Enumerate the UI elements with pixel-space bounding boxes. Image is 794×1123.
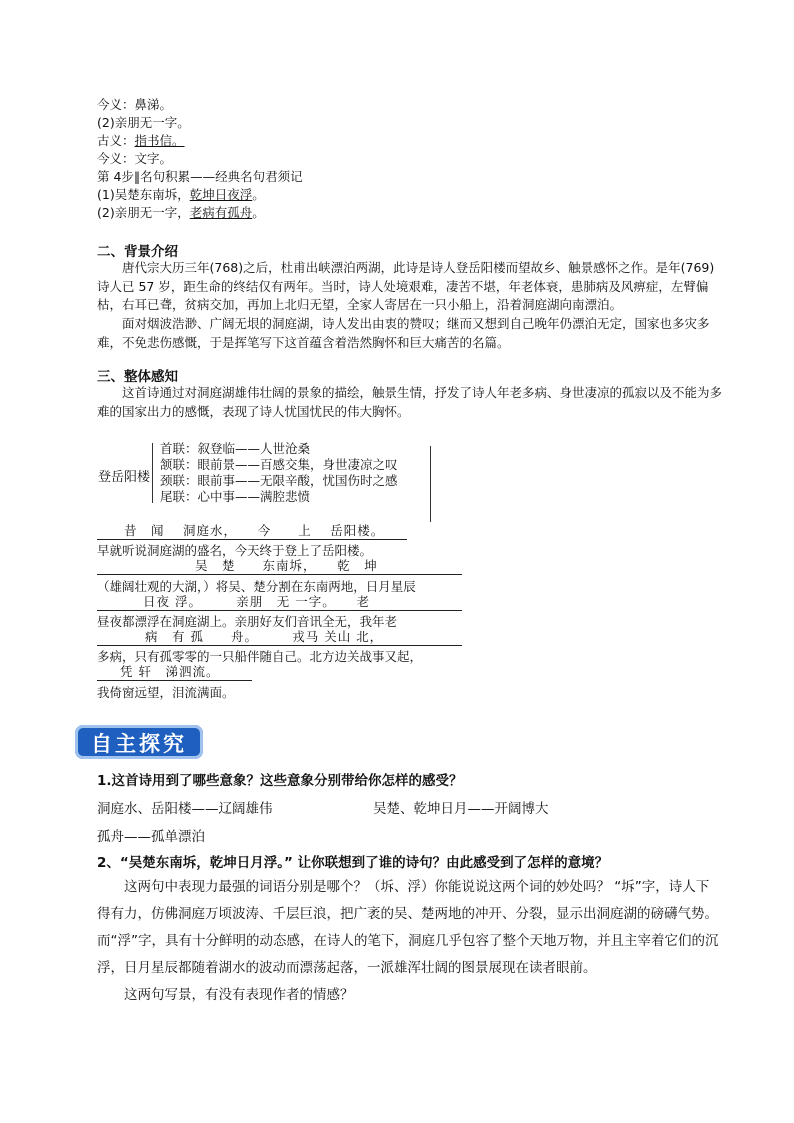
outline-row: 颈联：眼前事——无限辛酸，忧国伤时之感 xyxy=(160,473,398,488)
section-badge xyxy=(75,725,203,759)
gloss-line: 吴 楚 东南坼， 乾 坤 xyxy=(195,558,378,573)
question: 1.这首诗用到了哪些意象？这些意象分别带给你怎样的感受？ xyxy=(97,773,463,789)
gloss-line: 病 有 孤 舟。 戎马 关山 北， xyxy=(145,629,384,644)
gloss-line: 昔 闻 洞庭水， 今 上 岳阳楼。 xyxy=(124,523,385,538)
underlined-answer: 老病有孤舟 xyxy=(189,205,253,220)
outline-row: 尾联：心中事——满腔悲愤 xyxy=(160,489,311,504)
paragraph: 唐代宗大历三年(768)之后，杜甫出峡漂泊两湖，此诗是诗人登岳阳楼而望故乡、触景感怀之作。是年(769)诗人已 57 岁，距生命的终结仅有两年。当时，诗人处境艰难，凄苦不堪，年老体衰，患肺病及风痹症，左臂偏枯，右耳已聋，贫病交加，再加上北归无望，全家人寄居在一只小船上，沿着洞庭湖向南漂泊。 xyxy=(97,260,715,313)
question: 2、“吴楚东南坼，乾坤日月浮。” 让你联想到了谁的诗句？由此感受到了怎样的意境？ xyxy=(97,855,609,871)
translation-line: 我倚窗远望，泪流满面。 xyxy=(97,685,235,700)
text-prefix: 古义： xyxy=(97,133,135,148)
outline-row: 首联：叙登临——人世沧桑 xyxy=(160,441,311,456)
text-line: 今义：鼻涕。 xyxy=(97,97,173,112)
paragraph: 这首诗通过对洞庭湖雄伟壮阔的景象的描绘，触景生情，抒发了诗人年老多病、身世凄凉的孤寂以及不能为多难的国家出力的感慨，表现了诗人忧国忧民的伟大胸怀。 xyxy=(97,385,723,419)
underlined-answer: 乾坤日夜浮 xyxy=(189,187,253,202)
text-line: 今义：文字。 xyxy=(97,151,173,166)
outline-title: 登岳阳楼 xyxy=(98,470,151,485)
text-line xyxy=(97,186,265,204)
text-line xyxy=(97,204,265,222)
text-prefix: (1)吴楚东南坼， xyxy=(97,187,190,202)
outline-bracket xyxy=(430,446,431,522)
paragraph: 这两句中表现力最强的词语分别是哪个？（坼、浮）你能说说这两个词的妙处吗？ “坼”字，诗人下得有力，仿佛洞庭万顷波涛、千层巨浪，把广袤的吴、楚两地的冲开、分裂，显示出洞庭湖的磅礴气势。而“浮”字，具有十分鲜明的动态感，在诗人的笔下，洞庭几乎包容了整个天地万物，并且主宰着它们的沉浮，日月星辰都随着湖水的波动而漂荡起落，一派雄浑壮阔的图景展现在读者眼前。 xyxy=(97,879,719,976)
gloss-line: 日夜 浮。 亲朋 无 一字。 老 xyxy=(143,594,370,609)
translation-line: 昼夜都漂浮在洞庭湖上。亲朋好友们音讯全无，我年老 xyxy=(97,614,398,629)
divider xyxy=(97,610,462,611)
step-heading: 第 4步‖名句积累——经典名句君须记 xyxy=(97,169,303,184)
text-suffix: 。 xyxy=(252,205,265,220)
text-line xyxy=(97,132,185,150)
paragraph: 面对烟波浩渺、广阔无垠的洞庭湖，诗人发出由衷的赞叹；继而又想到自己晚年仍漂泊无定，国家也多灾多难，不免悲伤感慨，于是挥笔写下这首蕴含着浩然胸怀和巨大痛苦的名篇。 xyxy=(97,316,710,350)
translation-line: 早就听说洞庭湖的盛名，今天终于登上了岳阳楼。 xyxy=(97,543,373,558)
gloss-line: 凭 轩 涕泗流。 xyxy=(120,664,220,679)
divider xyxy=(97,574,462,575)
answer-line: 吴楚、乾坤日月——开阔博大 xyxy=(373,801,549,817)
outline-row: 颔联：眼前景——百感交集，身世凄凉之叹 xyxy=(160,457,398,472)
divider xyxy=(97,645,462,646)
translation-line: 多病，只有孤零零的一只船伴随自己。北方边关战事又起， xyxy=(97,649,423,664)
badge-label: 自主探究 xyxy=(91,732,187,756)
answer-line: 洞庭水、岳阳楼——辽阔雄伟 xyxy=(97,801,273,817)
answer-line: 孤舟——孤单漂泊 xyxy=(97,829,205,845)
section-heading: 二、背景介绍 xyxy=(97,244,178,260)
divider xyxy=(97,680,252,681)
text-line: (2)亲朋无一字。 xyxy=(97,115,190,130)
text-suffix: 。 xyxy=(252,187,265,202)
underlined-answer: 指书信。 xyxy=(134,133,185,148)
outline-brace xyxy=(152,443,153,503)
text-prefix: (2)亲朋无一字， xyxy=(97,205,190,220)
divider xyxy=(97,539,407,540)
translation-line: （雄阔壮观的大湖，）将吴、楚分割在东南两地，日月星辰 xyxy=(97,579,416,594)
paragraph: 这两句写景，有没有表现作者的情感？ xyxy=(124,987,354,1003)
section-heading: 三、整体感知 xyxy=(97,369,178,385)
